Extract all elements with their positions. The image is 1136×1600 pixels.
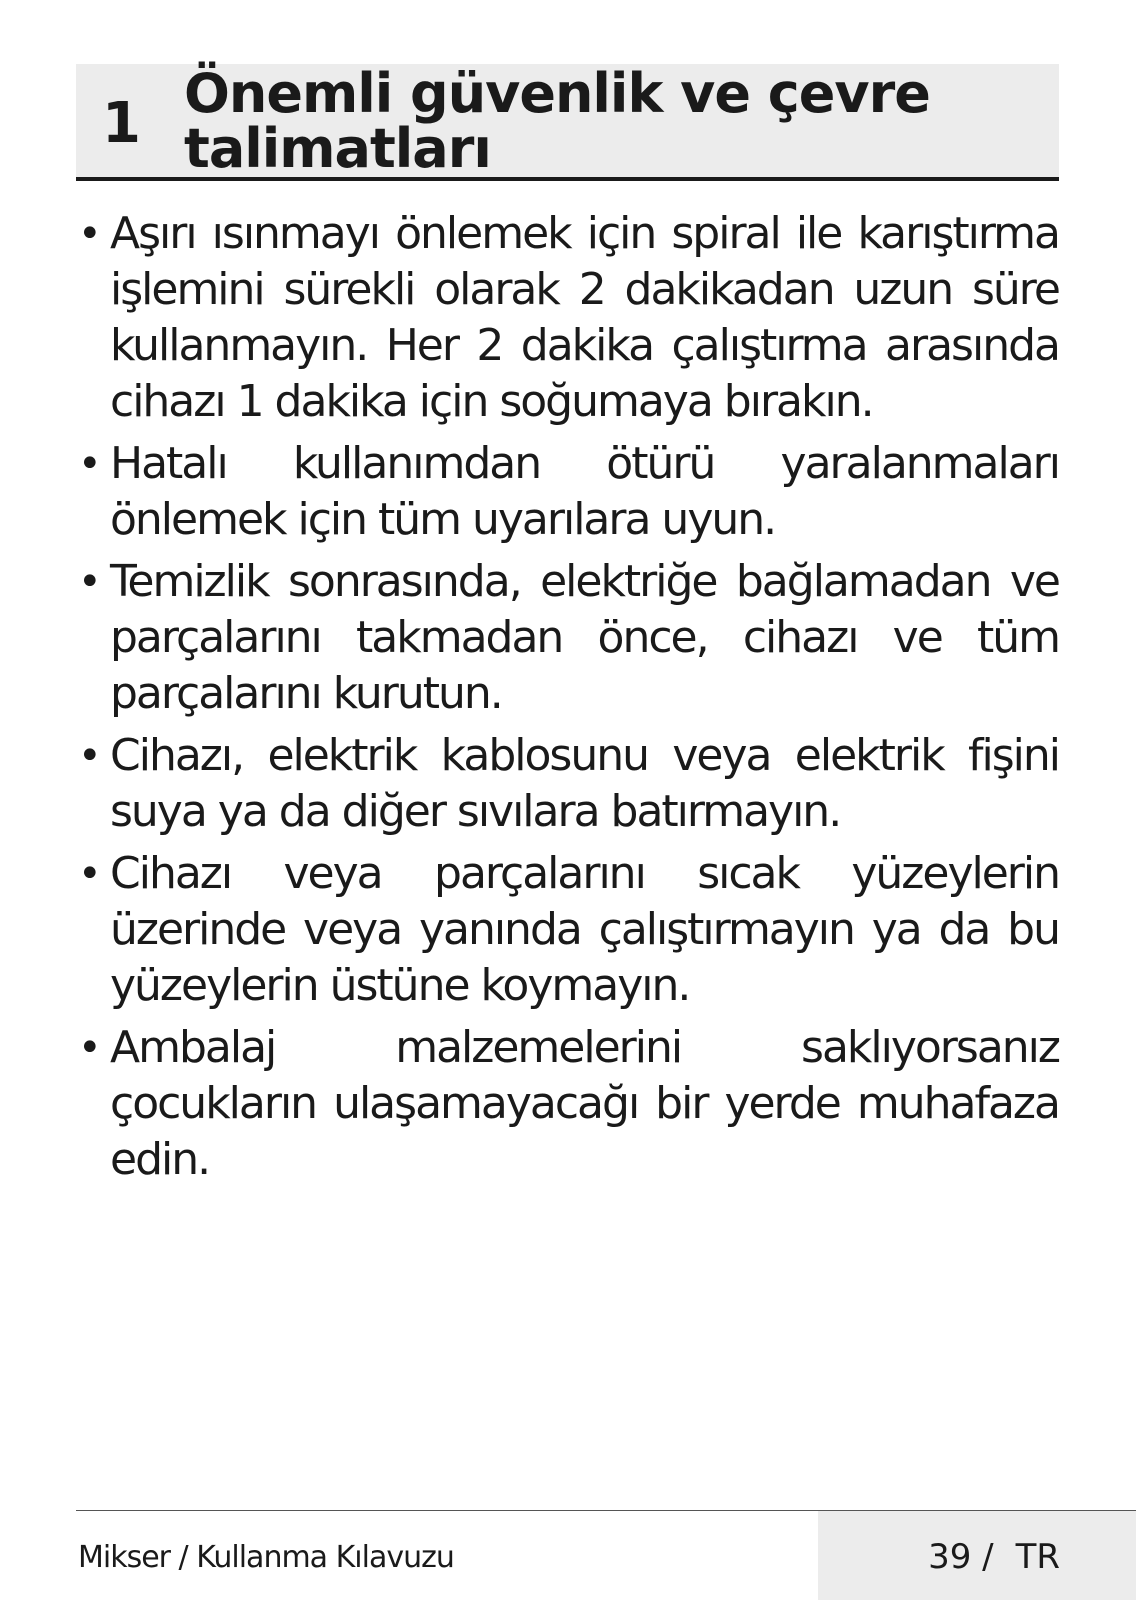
list-item-text: Cihazı, elektrik kablosunu veya elektrik fişini suya ya da diğer sıvılara batırmayın. <box>110 730 1059 837</box>
list-item-text: Ambalaj malzemelerini saklıyorsanız çocukların ulaşamayacağı bir yerde muhafaza edin. <box>110 1022 1059 1185</box>
list-item <box>76 846 1059 1014</box>
list-item-text: Cihazı veya parçalarını sıcak yüzeylerin üzerinde veya yanında çalıştırmayın ya da bu yüzeylerin üstüne koymayın. <box>110 848 1059 1011</box>
list-item <box>76 1020 1059 1188</box>
section-number: 1 <box>102 91 141 156</box>
footer-page-info <box>928 1536 1060 1578</box>
list-item <box>76 436 1059 548</box>
bullet-icon: • <box>78 211 100 257</box>
list-item-text: Hatalı kullanımdan ötürü yaralanmaları önlemek için tüm uyarılara uyun. <box>110 438 1059 545</box>
list-item-text: Aşırı ısınmayı önlemek için spiral ile karıştırma işlemini sürekli olarak 2 dakikadan uzun süre kullanmayın. Her 2 dakika çalıştırma arasında cihazı 1 dakika için soğumaya bırakın. <box>110 208 1059 427</box>
footer-manual-title: Mikser / Kullanma Kılavuzu <box>78 1540 454 1575</box>
bullet-icon: • <box>78 733 100 779</box>
safety-instructions-list <box>76 206 1059 1194</box>
section-title: Önemli güvenlik ve çevre talimatları <box>184 62 930 180</box>
list-item-text: Temizlik sonrasında, elektriğe bağlamadan ve parçalarını takmadan önce, cihazı ve tüm parçalarını kurutun. <box>110 556 1059 719</box>
bullet-icon: • <box>78 559 100 605</box>
language-code: TR <box>1015 1537 1060 1577</box>
list-item <box>76 206 1059 430</box>
list-item <box>76 728 1059 840</box>
page-number: 39 / <box>928 1537 994 1577</box>
bullet-icon: • <box>78 851 100 897</box>
list-item <box>76 554 1059 722</box>
bullet-icon: • <box>78 441 100 487</box>
section-header <box>76 64 1059 181</box>
bullet-icon: • <box>78 1025 100 1071</box>
